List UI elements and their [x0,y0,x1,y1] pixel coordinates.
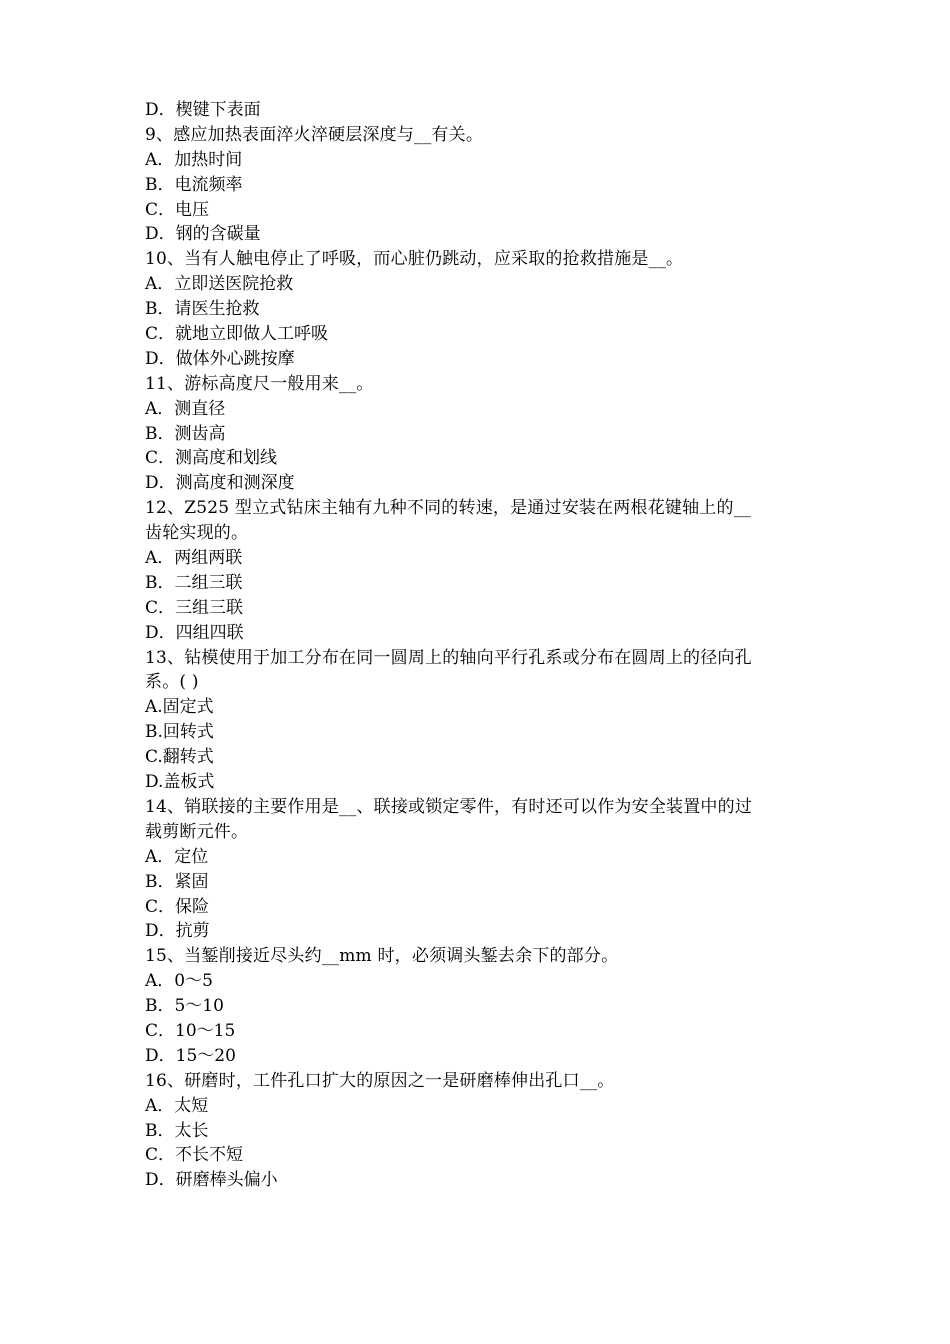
answer-option: D．测高度和测深度 [145,473,295,494]
answer-option: B．请医生抢救 [145,299,260,320]
answer-option: A．加热时间 [145,149,243,170]
answer-option: A．太短 [145,1095,209,1116]
answer-option: B．测齿高 [145,423,226,444]
answer-option: D．楔键下表面 [145,100,261,120]
answer-option: D．15～20 [145,1045,236,1066]
question-text: 14、销联接的主要作用是__、联接或锁定零件，有时还可以作为安全装置中的过 [145,796,753,817]
answer-option: B．二组三联 [145,572,243,593]
answer-option: B．紧固 [145,871,209,892]
answer-option: D．做体外心跳按摩 [145,348,295,369]
answer-option: C．10～15 [145,1020,236,1041]
answer-option: B．5～10 [145,996,224,1017]
answer-option: D．抗剪 [145,921,210,942]
answer-option: D．四组四联 [145,622,244,643]
answer-option: C．保险 [145,896,210,917]
answer-option: C．不长不短 [145,1145,244,1166]
answer-option: C．三组三联 [145,597,244,618]
answer-option: A．定位 [145,846,209,867]
answer-option: B．电流频率 [145,174,243,195]
answer-option: B．太长 [145,1120,209,1141]
question-text: 12、Z525 型立式钻床主轴有九种不同的转速，是通过安装在两根花键轴上的__ [145,498,752,519]
question-text: 9、感应加热表面淬火淬硬层深度与__有关。 [145,124,484,145]
document-page [145,98,810,1193]
answer-option: D．研磨棒头偏小 [145,1170,278,1191]
answer-option: C．就地立即做人工呼吸 [145,324,329,345]
answer-option: C．电压 [145,199,210,220]
question-text: 16、研磨时，工件孔口扩大的原因之一是研磨棒伸出孔口__。 [145,1070,615,1091]
answer-option: D.盖板式 [145,772,215,793]
question-text-continuation: 齿轮实现的。 [145,523,249,544]
question-text-continuation: 系。( ) [145,672,199,693]
question-text: 13、钻模使用于加工分布在同一圆周上的轴向平行孔系或分布在圆周上的径向孔 [145,647,752,668]
answer-option: C.翻转式 [145,747,214,768]
answer-option: A．两组两联 [145,548,243,569]
question-text-continuation: 载剪断元件。 [145,821,249,842]
answer-option: A．测直径 [145,398,226,419]
question-text: 15、当錾削接近尽头约__mm 时，必须调头錾去余下的部分。 [145,946,619,967]
question-text: 11、游标高度尺一般用来__。 [145,373,374,394]
answer-option: A．立即送医院抢救 [145,274,294,295]
answer-option: A.固定式 [145,697,214,718]
answer-option: D．钢的含碳量 [145,224,261,245]
answer-option: C．测高度和划线 [145,448,278,469]
question-text: 10、当有人触电停止了呼吸，而心脏仍跳动，应采取的抢救措施是__。 [145,249,684,270]
answer-option: A．0～5 [145,971,213,992]
answer-option: B.回转式 [145,722,214,743]
